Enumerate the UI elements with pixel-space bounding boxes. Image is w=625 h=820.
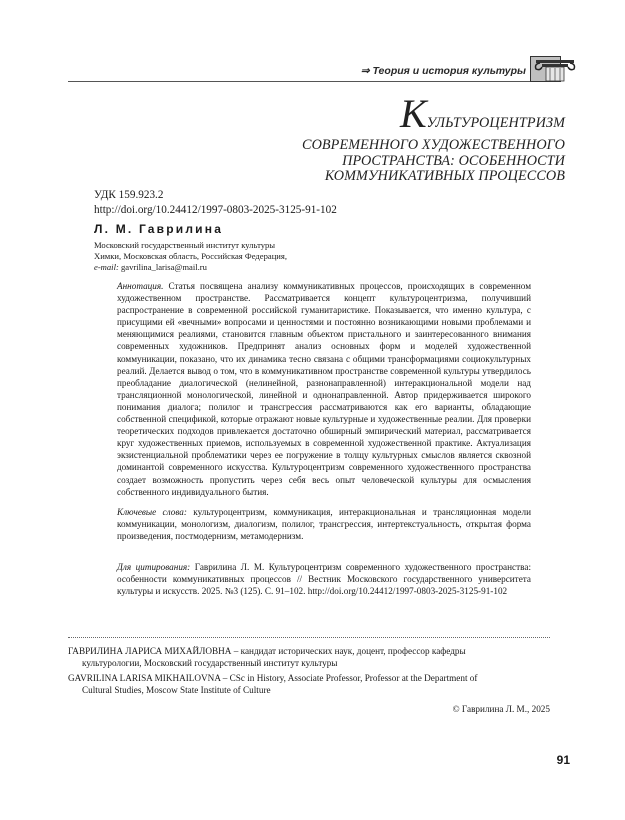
title-initial: К: [399, 91, 427, 136]
abstract-label: Аннотация.: [117, 281, 164, 291]
column-capital-icon: [530, 56, 578, 82]
keywords-text: культуроцентризм, коммуникация, интеракциональная и трансляционная модели коммуникации, монологизм, диалогизм, полилог, трансгрессия, интертекстуальность, открытая форма произведения, постмодернизм, метамодернизм.: [117, 507, 531, 542]
bio-en-text: – CSc in History, Associate Professor, Professor at the Department of: [222, 673, 478, 683]
citation-text: Гаврилина Л. М. Культуроцентризм современного художественного пространства: особенности коммуникативных процессов // Вестник Московского государственного университета культуры и искусств. 2025. №3 (125). С. 91–102. http://doi.org/10.24412/1997-0803-2025-3125-91-102: [117, 562, 531, 597]
author-bio-ru: [68, 645, 550, 670]
bio-ru-line-2: культурологии, Московский государственный институт культуры: [82, 658, 338, 669]
article-title: [220, 91, 565, 185]
arrow-icon: ⇒: [360, 65, 370, 77]
section-header: [330, 65, 526, 77]
email-label: e-mail:: [94, 262, 119, 272]
keywords-label: Ключевые слова:: [117, 507, 187, 517]
bio-en-name: GAVRILINA LARISA MIKHAILOVNA: [68, 673, 221, 683]
citation-label: Для цитирования:: [117, 562, 191, 572]
author-bio-en: [68, 672, 550, 697]
bio-ru-text: – кандидат исторических наук, доцент, профессор кафедры: [233, 646, 466, 656]
title-line-3: ПРОСТРАНСТВА: ОСОБЕННОСТИ: [342, 152, 565, 169]
keywords: [117, 506, 531, 542]
section-title: Теория и история культуры: [372, 65, 526, 77]
bio-ru-name: ГАВРИЛИНА ЛАРИСА МИХАЙЛОВНА: [68, 646, 232, 656]
page-number: 91: [556, 753, 570, 767]
affiliation-1: Московский государственный институт культуры: [94, 240, 276, 250]
bio-en-line-2: Cultural Studies, Moscow State Institute of Culture: [82, 685, 271, 696]
udk: УДК 159.923.2: [94, 189, 164, 201]
abstract-text: Статья посвящена анализу коммуникативных процессов, происходящих в современном художественном пространстве. Рассматривается концепт культуроцентризма, получивший распространение в современной российской гуманитаристике. Показывается, что именно культура, с присущими ей «вечными» вопросами и ценностями и постоянно возникающими новыми проблемами и меняющимися реалиями, становится главным объектом пристального и заинтересованного внимания современных художников. Предпринят анализ основных форм и моделей художественной коммуникации, показано, что их динамика тесно связана с общими трансформациями социокультурных реалий. Делается вывод о том, что в коммуникативном пространстве современной культуры утвердилось преобладание диалогической (нелинейной, разнонаправленной) интеракциональной модели над трансляционной монологической, линейной и однонаправленной. Автор придерживается широкого понимания диалога; полилог и трансгрессия рассматриваются как его варианты, обладающие собственной спецификой, которые отражают новые культурные и художественные реалии. Для проверки теоретических подходов привлекается достаточно обширный эмпирический материал, рассматривается круг художественных приемов, используемых в современной художественной практике. Актуализация экзистенциальной проблематики через ее погружение в толщу культурных смыслов является сквозной доминантой современного искусства. Культуроцентризм современного художественного пространства создает возможность пропустить через себя весь опыт человеческой культуры для осмысления собственного индивидуального бытия.: [117, 281, 532, 497]
citation: [117, 561, 531, 597]
title-line-1: УЛЬТУРОЦЕНТРИЗМ: [426, 115, 565, 131]
footnote-divider: [68, 637, 550, 638]
copyright: © Гаврилина Л. М., 2025: [452, 704, 550, 714]
abstract: [117, 280, 531, 498]
email-address[interactable]: gavrilina_larisa@mail.ru: [120, 262, 207, 272]
title-line-2: СОВРЕМЕННОГО ХУДОЖЕСТВЕННОГО: [302, 137, 565, 153]
affiliation-2: Химки, Московская область, Российская Федерация,: [94, 251, 287, 261]
header-rule: [68, 81, 550, 82]
doi-link[interactable]: http://doi.org/10.24412/1997-0803-2025-3125-91-102: [94, 204, 337, 216]
author-name: Л. М. Гаврилина: [94, 222, 224, 236]
email-line: [94, 262, 207, 273]
title-line-4: КОММУНИКАТИВНЫХ ПРОЦЕССОВ: [324, 168, 565, 185]
